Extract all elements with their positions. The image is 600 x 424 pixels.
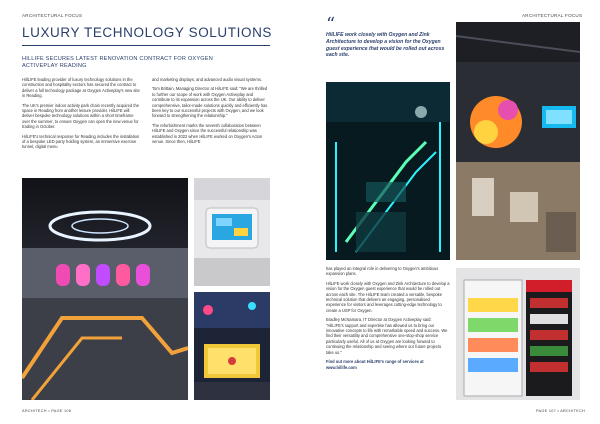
body-column-2 bbox=[152, 77, 270, 148]
paragraph: has played an integral role in delivering to Oxygen's ambitious expansion plans. bbox=[326, 266, 439, 277]
pull-quote: HilLIFE work closely with Oxygen and Zink Architecture to develop a vision for the Oxygen guest experience that would be rolled out across each site. bbox=[326, 32, 445, 59]
photo-drinks-fridges bbox=[456, 268, 580, 400]
more-info-link[interactable] bbox=[326, 359, 450, 370]
article-title: LUXURY TECHNOLOGY SOLUTIONS bbox=[22, 25, 273, 40]
paragraph: Bradley McNamara, IT Director at Oxygen Activeplay said: "HilLIFE's support and expertise has allowed us to bring our innovative concepts to life with remarkable speed and success. We find their versatility and comprehensive one-stop-shop service particularly useful. All of us at Oxygen are looking forward to continuing the relationship and seeing where our future projects take us." bbox=[326, 317, 448, 355]
photo-cafe-interior bbox=[456, 22, 580, 260]
paragraph: The refurbishment marks the seventh collaboration between HilLIFE and Oxygen since the successful relationship was established in 2022 when HilLIFE worked on Oxygen's Acton venue. Since then, HilLIFE bbox=[152, 122, 263, 145]
photo-neon-staircase bbox=[326, 82, 450, 260]
footer-right: PAGE 107 • ARCHITECH bbox=[536, 409, 586, 413]
title-rule bbox=[22, 45, 270, 46]
subtitle-line-2: ACTIVEPLAY READING bbox=[22, 63, 87, 69]
website-link[interactable]: www.hillife.com bbox=[326, 364, 357, 370]
body-column-1 bbox=[22, 77, 140, 154]
section-label-right: ARCHITECTURAL FOCUS bbox=[522, 13, 583, 18]
paragraph: HilLIFE's technical response for Reading includes the installation of a bespoke LED party holding system, an immersive exercise tunnel, digital menu bbox=[22, 133, 140, 150]
section-label-left: ARCHITECTURAL FOCUS bbox=[22, 13, 83, 18]
subtitle-line-1: HILLIFE SECURES LATEST RENOVATION CONTRACT FOR OXYGEN bbox=[22, 56, 213, 62]
photo-arcade-table bbox=[194, 292, 270, 400]
paragraph: HillLIFE leading provider of luxury technology solutions in the construction and hospitality sectors has secured the contract to deliver a full technology package at Oxygen Activeplay's new site in Reading. bbox=[22, 77, 140, 99]
paragraph: Tom Brittain, Managing Director at HilLIFE said: "We are thrilled to further our scope of work with Oxygen Activeplay and contribute to its expansion across the UK. Our ability to deliver comprehensive, tailor-made solutions quickly and efficiently has been key to our successful projects with Oxygen, and we look forward to strengthening the relationship." bbox=[152, 86, 268, 119]
paragraph: The UK's premier indoor activity park chain recently acquired the space in Reading from another leisure provider. HilLIFE will deliver bespoke technology solutions within a short timeframe over the summer, to ensure Oxygen can open the new venue for trading in October. bbox=[22, 102, 140, 130]
photo-digital-screen bbox=[194, 178, 270, 286]
paragraph: HilLIFE work closely with Oxygen and Zink Architecture to develop a vision for the Oxygen guest experience that would be rolled out across each site. The HilLIFE team created a versatile, bespoke technical solution that delivers an engaging, personalised experience for visitors and leverages cutting-edge technology to create a USP for Oxygen. bbox=[326, 280, 450, 313]
article-subtitle bbox=[22, 56, 270, 70]
paragraph: and marketing displays, and advanced audio visual systems. bbox=[152, 77, 262, 82]
quote-mark-icon: “ bbox=[326, 14, 336, 35]
more-info-text: Find out more about HilLIFE's range of services at bbox=[326, 359, 424, 365]
photo-led-party-room bbox=[22, 178, 188, 400]
footer-left: ARCHITECH • PAGE 106 bbox=[22, 409, 72, 413]
body-column-3 bbox=[326, 266, 450, 374]
